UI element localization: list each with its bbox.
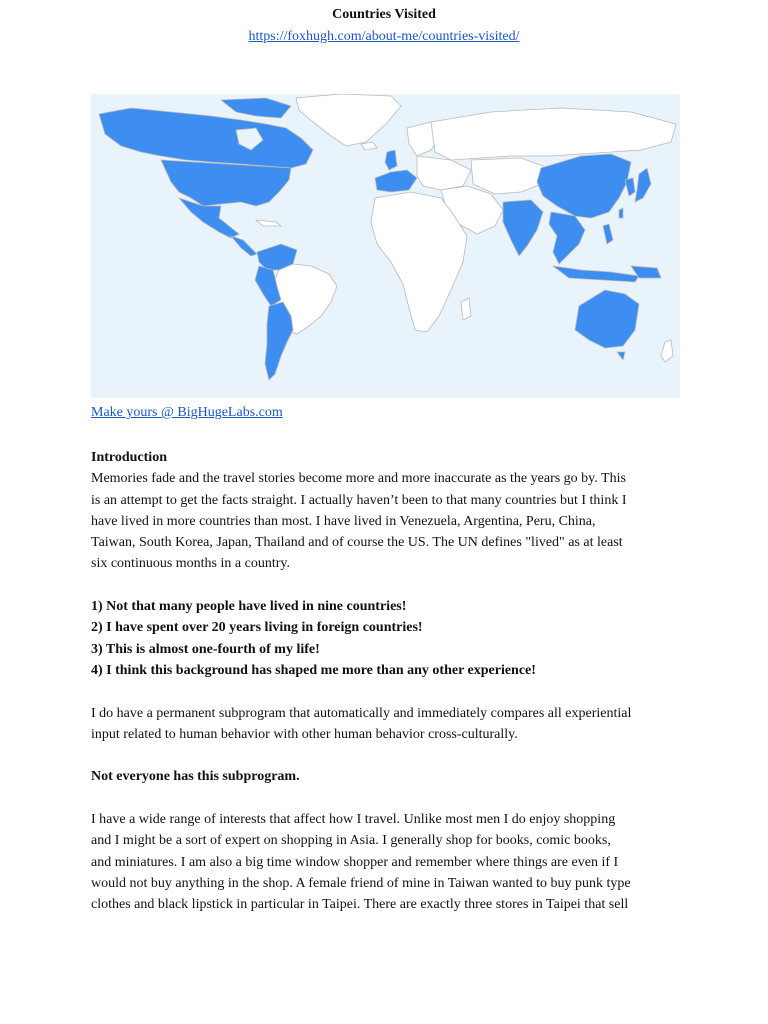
intro-line: is an attempt to get the facts straight. I actually haven’t been to that many countries but I think I — [91, 492, 627, 508]
eastern-europe — [417, 156, 471, 190]
subprogram-line: input related to human behavior with other human behavior cross-culturally. — [91, 726, 518, 742]
interests-line: and miniatures. I am also a big time window shopper and remember where things are even if I — [91, 854, 619, 870]
korea — [625, 178, 635, 196]
intro-line: six continuous months in a country. — [91, 556, 290, 572]
source-url-link[interactable]: https://foxhugh.com/about-me/countries-visited/ — [248, 29, 520, 44]
china — [537, 154, 631, 218]
western-europe — [375, 170, 417, 192]
greenland — [296, 94, 401, 146]
indonesia — [553, 266, 639, 282]
page-title: Countries Visited — [332, 7, 436, 22]
subprogram-statement: Not everyone has this subprogram. — [91, 769, 300, 785]
bighugelabs-link[interactable]: Make yours @ BigHugeLabs.com — [91, 405, 283, 420]
interests-line: would not buy anything in the shop. A female friend of mine in Taiwan wanted to buy punk type — [91, 875, 631, 891]
subprogram-paragraph — [91, 703, 681, 746]
interests-line: clothes and black lipstick in particular in Taipei. There are exactly three stores in Taipei that sell — [91, 897, 629, 913]
point-item: 4) I think this background has shaped me more than any other experience! — [91, 662, 536, 678]
madagascar — [461, 298, 471, 320]
southeast-asia — [549, 212, 585, 264]
interests-paragraph — [91, 809, 681, 915]
intro-line: have lived in more countries than most. I have lived in Venezuela, Argentina, Peru, China, — [91, 513, 596, 529]
uk — [385, 150, 397, 170]
intro-line: Memories fade and the travel stories become more and more inaccurate as the years go by. This — [91, 471, 626, 487]
peru — [255, 266, 281, 306]
australia — [575, 290, 639, 348]
central-asia — [471, 158, 543, 194]
point-item: 1) Not that many people have lived in nine countries! — [91, 599, 407, 615]
russia — [431, 108, 676, 160]
taiwan — [619, 208, 623, 218]
africa — [371, 192, 467, 332]
intro-heading: Introduction — [91, 450, 167, 465]
world-map-svg — [91, 94, 680, 398]
argentina — [265, 302, 293, 380]
tasmania — [617, 352, 625, 360]
india — [503, 200, 543, 256]
new-zealand — [661, 340, 673, 362]
point-item: 3) This is almost one-fourth of my life! — [91, 641, 320, 657]
cuba — [256, 220, 281, 226]
central-america — [231, 236, 257, 256]
japan — [635, 168, 651, 202]
point-item: 2) I have spent over 20 years living in foreign countries! — [91, 620, 423, 636]
points-list — [91, 596, 681, 681]
interests-line: and I might be a sort of expert on shopping in Asia. I generally shop for books, comic books, — [91, 833, 611, 849]
article-body — [91, 447, 681, 916]
interests-line: I have a wide range of interests that affect how I travel. Unlike most men I do enjoy shopping — [91, 812, 616, 828]
intro-paragraph — [91, 468, 681, 574]
intro-line: Taiwan, South Korea, Japan, Thailand and of course the US. The UN defines "lived" as at least — [91, 535, 623, 551]
philippines — [603, 224, 613, 244]
arctic-islands — [221, 98, 291, 118]
subprogram-line: I do have a permanent subprogram that automatically and immediately compares all experiential — [91, 705, 632, 721]
iceland — [361, 142, 377, 150]
world-map — [91, 94, 680, 398]
